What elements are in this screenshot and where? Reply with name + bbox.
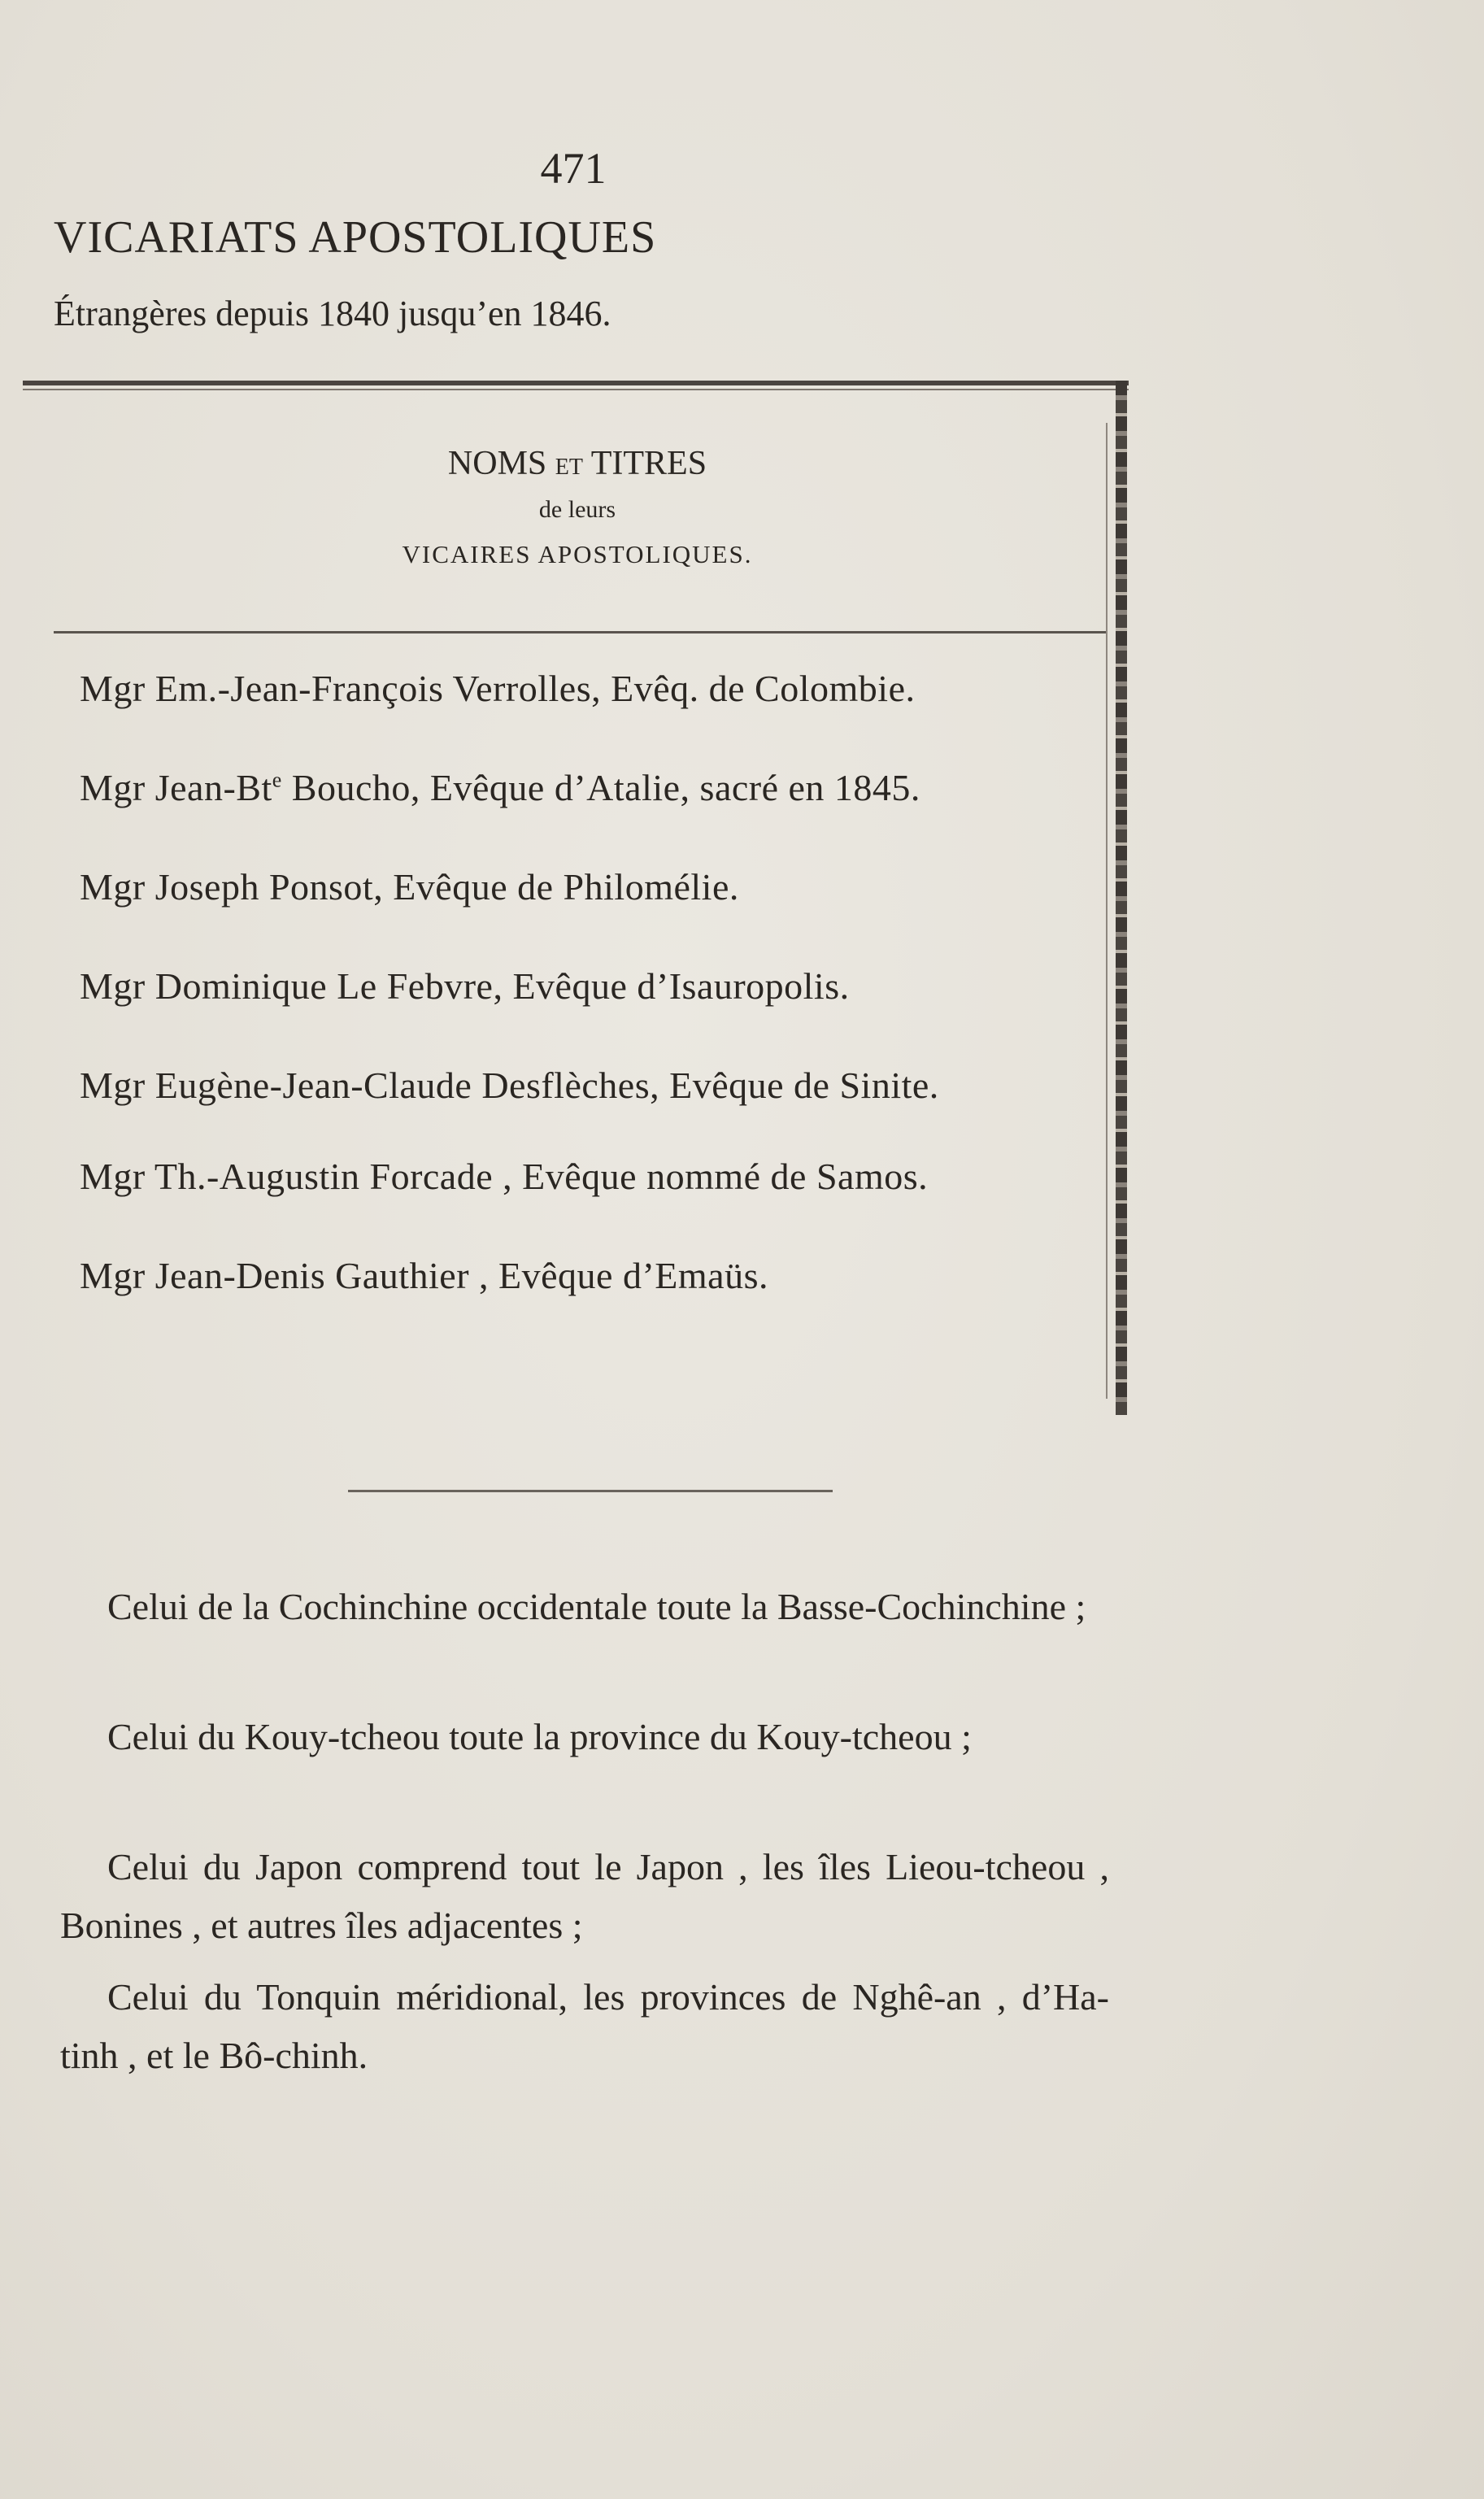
vicar-entry <box>80 766 920 809</box>
vicar-entry-superscript: e <box>272 768 282 792</box>
text-paragraph <box>60 1968 1109 2085</box>
column-header-line-3: VICAIRES APOSTOLIQUES. <box>402 540 753 568</box>
paragraph-text: Celui du Japon comprend tout le Japon , les îles Lieou-tcheou , Bonines , et autres îles adjacentes ; <box>60 1846 1109 1946</box>
table-top-rule <box>23 381 1129 385</box>
paragraph-text: Celui de la Cochinchine occidentale toute la Basse-Cochinchine ; <box>107 1586 1086 1627</box>
page-title: VICARIATS APOSTOLIQUES <box>54 212 657 263</box>
text-paragraph <box>60 1708 1109 1766</box>
vicar-entry: Mgr Joseph Ponsot, Evêque de Philomélie. <box>80 866 739 908</box>
column-header-word-1: NOMS <box>447 445 547 482</box>
table-header-rule <box>54 631 1106 633</box>
vicar-entry: Mgr Jean-Denis Gauthier , Evêque d’Emaüs. <box>80 1255 768 1296</box>
table-right-border <box>1116 381 1127 1415</box>
page-number: 471 <box>540 144 607 193</box>
vicar-entry-part: Mgr Jean-Bt <box>80 767 272 808</box>
table-right-border-inner <box>1106 423 1108 1399</box>
vicar-entry: Mgr Dominique Le Febvre, Evêque d’Isauropolis. <box>80 965 850 1007</box>
column-header-word-3: TITRES <box>590 445 707 482</box>
table-top-rule-thin <box>23 389 1129 390</box>
column-header-word-2: ET <box>555 455 583 480</box>
vicar-entry: Mgr Em.-Jean-François Verrolles, Evêq. de Colombie. <box>80 668 916 709</box>
vicar-entry: Mgr Th.-Augustin Forcade , Evêque nommé de Samos. <box>80 1156 929 1197</box>
vicar-entry: Mgr Eugène-Jean-Claude Desflèches, Evêque de Sinite. <box>80 1064 939 1106</box>
text-paragraph <box>60 1578 1109 1636</box>
page-subtitle: Étrangères depuis 1840 jusqu’en 1846. <box>54 294 611 333</box>
column-header-line-2: de leurs <box>538 496 616 523</box>
column-header-line-1 <box>0 444 1155 483</box>
text-paragraph <box>60 1838 1109 1955</box>
paragraph-text: Celui du Kouy-tcheou toute la province du Kouy-tcheou ; <box>107 1716 972 1757</box>
paragraph-text: Celui du Tonquin méridional, les provinces de Nghê-an , d’Ha-tinh , et le Bô-chinh. <box>60 1976 1109 2076</box>
vicar-entry-part: Boucho, Evêque d’Atalie, sacré en 1845. <box>281 767 920 808</box>
section-divider <box>348 1490 833 1492</box>
